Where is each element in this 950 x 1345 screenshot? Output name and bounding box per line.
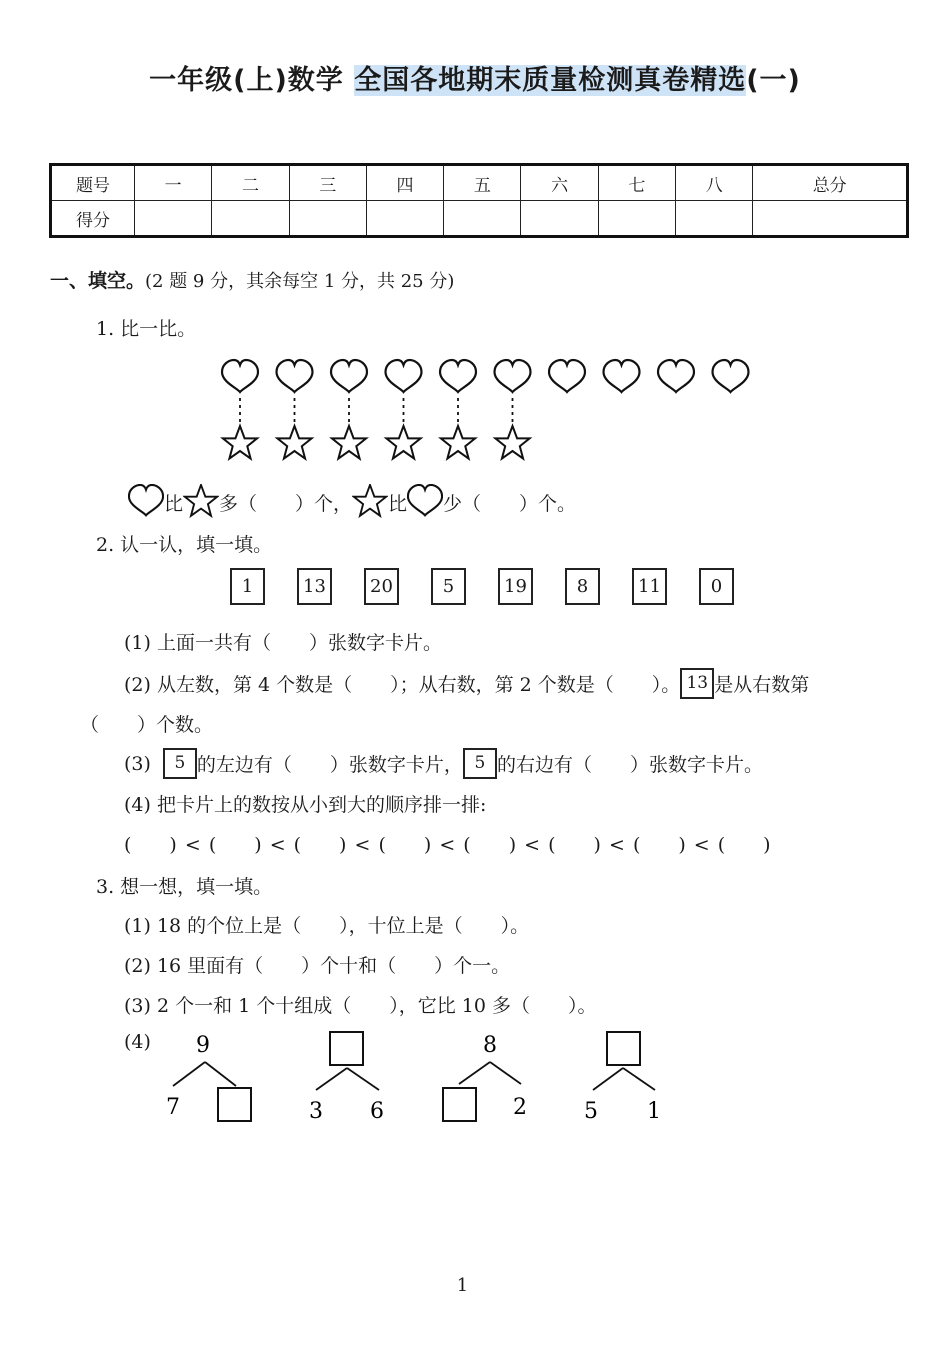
page-title [0, 58, 950, 97]
q2-sub2-text: (2) 从左数，第 4 个数是（ ）；从右数，第 2 个数是（ ）。 [124, 674, 681, 696]
star-icon [495, 426, 529, 459]
q3-sub3: (3) 2 个一和 1 个十组成（ ），它比 10 多（ ）。 [124, 995, 597, 1017]
q2-sub2-cont: （ ）个数。 [80, 714, 214, 736]
score-col-5: 五 [444, 165, 521, 201]
q2-sub3-text-a: 的左边有（ ）张数字卡片， [196, 754, 463, 776]
section1-title: 一、填空。 [50, 270, 146, 292]
q3-sub2: (2) 16 里面有（ ）个十和（ ）个一。 [124, 955, 511, 977]
section1-note: (2 题 9 分，其余每空 1 分，共 25 分) [145, 271, 455, 292]
page-number: 1 [456, 1275, 469, 1296]
tree-top: 9 [196, 1033, 210, 1058]
number-tree [443, 1033, 527, 1121]
heart-icon [440, 360, 476, 392]
hearts-row [222, 360, 749, 392]
star-icon [352, 484, 388, 520]
answer-box[interactable] [330, 1032, 363, 1065]
q3-sub1: (1) 18 的个位上是（ ），十位上是（ ）。 [124, 915, 530, 937]
tree-right: 6 [370, 1099, 384, 1124]
title-suffix: (一) [746, 65, 801, 96]
tree-left: 5 [584, 1099, 598, 1124]
number-tree [166, 1033, 251, 1121]
score-col-4: 四 [366, 165, 443, 201]
q2-sub4: (4) 把卡片上的数按从小到大的顺序排一排: [124, 794, 487, 816]
star-icon [332, 426, 366, 459]
score-cell[interactable] [366, 201, 443, 237]
score-cell[interactable] [444, 201, 521, 237]
score-table-header-row [51, 165, 908, 201]
score-col-2: 二 [212, 165, 289, 201]
star-icon [386, 426, 420, 459]
number-card: 11 [632, 568, 667, 605]
heart-icon [407, 484, 443, 520]
heart-icon [713, 360, 749, 392]
q3-title: 3. 想一想，填一填。 [96, 876, 273, 898]
number-card: 1 [230, 568, 265, 605]
star-icon [277, 426, 311, 459]
score-cell[interactable] [212, 201, 289, 237]
heart-icon [495, 360, 531, 392]
q2-sub3 [124, 748, 763, 779]
number-card: 13 [297, 568, 332, 605]
star-icon [441, 426, 475, 459]
q1-figure [0, 350, 950, 470]
q3-sub4-label: (4) [124, 1031, 151, 1053]
number-card: 5 [163, 748, 197, 779]
number-card: 20 [364, 568, 399, 605]
q1-text-2: 多（ ）个， [219, 492, 353, 515]
score-table [49, 163, 909, 238]
number-card: 5 [431, 568, 466, 605]
star-icon [183, 484, 219, 520]
tree-top: 8 [483, 1033, 497, 1058]
heart-icon [331, 360, 367, 392]
q2-cards [230, 568, 734, 605]
score-cell[interactable] [753, 201, 908, 237]
number-card: 8 [565, 568, 600, 605]
score-col-1: 一 [135, 165, 212, 201]
heart-icon [658, 360, 694, 392]
answer-box[interactable] [218, 1088, 251, 1121]
number-card: 0 [699, 568, 734, 605]
score-cell[interactable] [135, 201, 212, 237]
q1-text-4: 少（ ）个。 [443, 492, 577, 515]
heart-icon [549, 360, 585, 392]
tree-right: 2 [513, 1095, 527, 1120]
q2-sub3-label: (3) [124, 752, 151, 775]
heart-icon [386, 360, 422, 392]
score-table-row1-label: 题号 [51, 165, 135, 201]
score-col-7: 七 [598, 165, 675, 201]
score-cell[interactable] [289, 201, 366, 237]
heart-icon [277, 360, 313, 392]
number-card: 19 [498, 568, 533, 605]
score-col-6: 六 [521, 165, 598, 201]
section1-heading [50, 266, 454, 293]
score-cell[interactable] [598, 201, 675, 237]
score-table-score-row [51, 201, 908, 237]
number-tree [584, 1032, 661, 1124]
number-card: 13 [680, 668, 714, 699]
q2-sub2 [124, 668, 809, 699]
heart-icon [222, 360, 258, 392]
heart-icon [604, 360, 640, 392]
tree-left: 3 [309, 1099, 323, 1124]
score-cell[interactable] [676, 201, 753, 237]
q2-sub2-text-b: 是从右数第 [714, 674, 810, 696]
title-prefix: 一年级(上)数学 [149, 65, 355, 96]
answer-box[interactable] [607, 1032, 640, 1065]
heart-icon [128, 484, 164, 520]
tree-right: 1 [647, 1099, 661, 1124]
q1-title: 1. 比一比。 [96, 318, 197, 340]
q3-number-trees [0, 1020, 950, 1130]
number-card: 5 [463, 748, 497, 779]
stars-row [223, 426, 530, 459]
title-highlight: 全国各地期末质量检测真卷精选 [354, 65, 747, 96]
number-tree [309, 1032, 384, 1124]
score-table-row2-label: 得分 [51, 201, 135, 237]
tree-left: 7 [166, 1095, 180, 1120]
star-icon [223, 426, 257, 459]
q2-sub3-text-b: 的右边有（ ）张数字卡片。 [496, 754, 763, 776]
answer-box[interactable] [443, 1088, 476, 1121]
score-col-3: 三 [289, 165, 366, 201]
q2-sub1: (1) 上面一共有（ ）张数字卡片。 [124, 632, 442, 654]
q1-text-3: 比 [388, 492, 408, 515]
score-col-8: 八 [676, 165, 753, 201]
q2-sub4-row: ( ) < ( ) < ( ) < ( ) < ( ) < ( ) < ( ) < ( ) [124, 834, 771, 856]
q2-title: 2. 认一认，填一填。 [96, 534, 273, 556]
match-lines [240, 398, 513, 424]
score-cell[interactable] [521, 201, 598, 237]
q1-text-1: 比 [164, 492, 184, 515]
score-col-total: 总分 [753, 165, 908, 201]
q1-sentence [128, 484, 576, 520]
